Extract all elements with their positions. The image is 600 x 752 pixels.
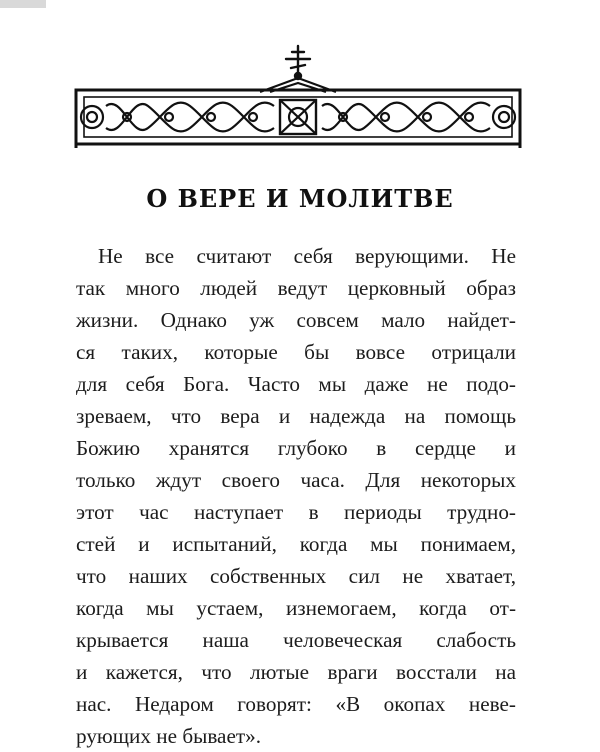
text-line: только ждут своего часа. Для некоторых [76,468,516,492]
text-line: что наших собственных сил не хватает, [76,564,516,588]
text-line: стей и испытаний, когда мы понимаем, [76,532,516,556]
text-line: жизни. Однако уж совсем мало найдет- [76,308,516,332]
text-line: Не все считают себя верующими. Не [98,244,516,268]
text-line: Божию хранятся глубоко в сердце и [76,436,516,460]
text-line: рующих не бывает». [76,724,262,748]
text-line: зреваем, что вера и надежда на помощь [76,404,516,428]
orthodox-cross-icon [286,46,310,79]
text-line: так много людей ведут церковный образ [76,276,516,300]
text-line: крывается наша человеческая слабость [76,628,516,652]
text-line: ся таких, которые бы вовсе отрицали [76,340,516,364]
decorative-headpiece [70,44,526,152]
body-paragraph [76,240,516,752]
text-line: для себя Бога. Часто мы даже не подо- [76,372,516,396]
text-line: и кажется, что лютые враги восстали на [76,660,516,684]
scan-edge-mark [0,0,46,8]
knot-band-frame [76,90,520,148]
text-line: когда мы устаем, изнемогаем, когда от- [76,596,516,620]
text-line: нас. Недаром говорят: «В окопах неве- [76,692,516,716]
chapter-title: О ВЕРЕ И МОЛИТВЕ [146,184,454,213]
text-line: этот час наступает в периоды трудно- [76,500,516,524]
interlace-pattern [106,100,490,134]
